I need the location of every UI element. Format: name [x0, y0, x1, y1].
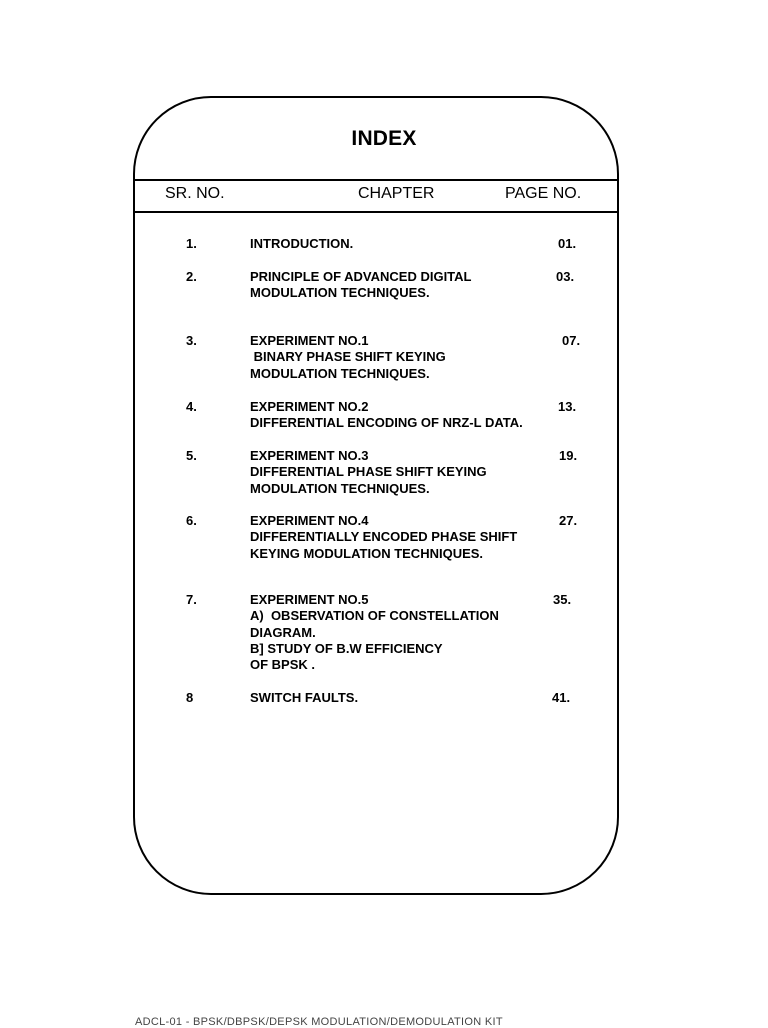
chapter-line: INTRODUCTION.	[250, 236, 354, 251]
chapter-line: DIFFERENTIAL ENCODING OF NRZ-L DATA.	[250, 415, 523, 431]
entry-chapter	[250, 399, 523, 432]
chapter-line: MODULATION TECHNIQUES.	[250, 365, 430, 381]
entry-page: 35.	[553, 592, 572, 607]
chapter-line: A) OBSERVATION OF CONSTELLATION	[250, 608, 499, 624]
column-header-sr-no: SR. NO.	[165, 185, 225, 202]
page-title: INDEX	[351, 127, 417, 150]
entry-page: 01.	[558, 236, 577, 251]
chapter-line: EXPERIMENT NO.5	[250, 592, 369, 607]
column-header-page-no: PAGE NO.	[505, 185, 582, 202]
column-header-chapter: CHAPTER	[358, 185, 435, 202]
chapter-line: MODULATION TECHNIQUES.	[250, 285, 430, 301]
entry-chapter	[250, 448, 487, 497]
entry-page: 41.	[552, 690, 571, 705]
entry-number: 8	[186, 690, 194, 705]
entry-chapter	[250, 690, 358, 706]
header-top-divider	[133, 179, 619, 181]
entry-number: 1.	[186, 236, 197, 251]
chapter-line: PRINCIPLE OF ADVANCED DIGITAL	[250, 269, 472, 284]
chapter-line: BINARY PHASE SHIFT KEYING	[250, 349, 446, 365]
entry-number: 2.	[186, 269, 197, 284]
entry-number: 3.	[186, 333, 197, 348]
entry-number: 5.	[186, 448, 197, 463]
entry-page: 03.	[556, 269, 575, 284]
chapter-line: DIFFERENTIAL PHASE SHIFT KEYING	[250, 464, 487, 480]
chapter-line: EXPERIMENT NO.1	[250, 333, 369, 348]
page-footer: ADCL-01 - BPSK/DBPSK/DEPSK MODULATION/DEMODULATION KIT	[135, 1016, 503, 1028]
entry-chapter	[250, 236, 353, 252]
chapter-line: EXPERIMENT NO.4	[250, 513, 369, 528]
entry-number: 6.	[186, 513, 197, 528]
entry-number: 7.	[186, 592, 197, 607]
entry-page: 19.	[559, 448, 578, 463]
chapter-line: DIAGRAM.	[250, 624, 316, 640]
chapter-line: B] STUDY OF B.W EFFICIENCY	[250, 640, 443, 656]
chapter-line: EXPERIMENT NO.3	[250, 448, 369, 463]
entry-chapter	[250, 513, 517, 562]
chapter-line: MODULATION TECHNIQUES.	[250, 480, 430, 496]
chapter-line: EXPERIMENT NO.2	[250, 399, 369, 414]
entry-page: 27.	[559, 513, 578, 528]
entry-number: 4.	[186, 399, 197, 414]
header-bottom-divider	[133, 211, 619, 213]
entry-chapter	[250, 592, 499, 673]
entry-page: 13.	[558, 399, 577, 414]
entry-chapter	[250, 333, 446, 382]
chapter-line: SWITCH FAULTS.	[250, 690, 359, 705]
entry-chapter	[250, 269, 471, 302]
chapter-line: DIFFERENTIALLY ENCODED PHASE SHIFT	[250, 529, 518, 545]
entry-page: 07.	[562, 333, 581, 348]
chapter-line: KEYING MODULATION TECHNIQUES.	[250, 545, 484, 561]
chapter-line: OF BPSK .	[250, 657, 316, 673]
